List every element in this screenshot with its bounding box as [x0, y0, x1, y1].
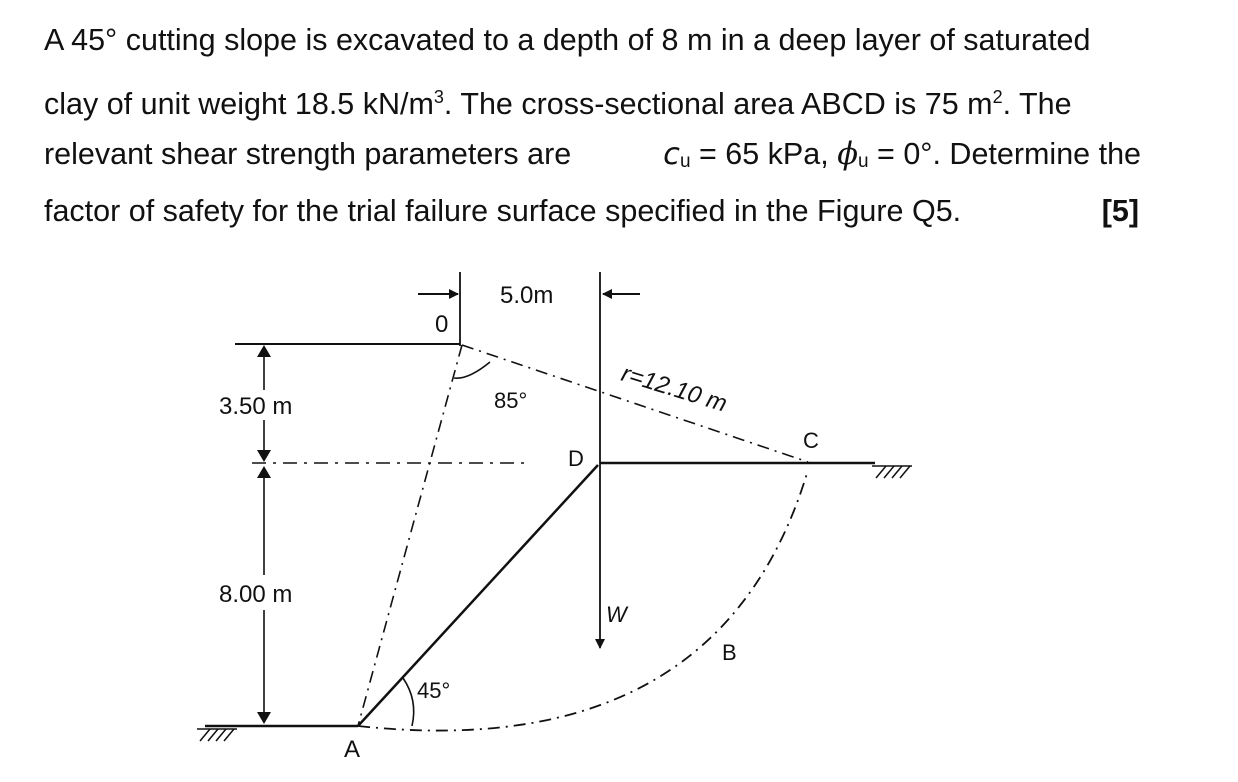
- dim-800-arrow-down: [257, 712, 271, 724]
- label-C: C: [803, 428, 819, 453]
- question-line-3: relevant shear strength parameters are cu = 65 kPa, ϕu = 0°. Determine the: [44, 137, 1141, 172]
- marks-badge: [5]: [1101, 194, 1139, 228]
- label-O: 0: [435, 311, 449, 338]
- label-radius: r=12.10 m: [618, 359, 731, 418]
- slope-face-AD: [358, 465, 598, 726]
- label-angle-85: 85°: [494, 388, 528, 413]
- label-D: D: [568, 446, 584, 471]
- label-angle-45: 45°: [417, 678, 451, 703]
- label-B: B: [722, 640, 737, 665]
- label-dim-800: 8.00 m: [219, 581, 293, 608]
- question-line-4: factor of safety for the trial failure surface specified in the Figure Q5. [5]: [44, 183, 1139, 240]
- label-dim-350: 3.50 m: [219, 393, 293, 420]
- question-line-2: clay of unit weight 18.5 $kN/m^3$. The cross-sectional area ABCD is 75 $m^2$. The: [44, 87, 1072, 122]
- angle-45-arc: [403, 678, 414, 726]
- cu-symbol: c: [663, 137, 680, 172]
- ground-hatch-right: [872, 466, 912, 478]
- phi-symbol: ϕ: [837, 137, 858, 172]
- dim-350-arrow-up: [257, 345, 271, 357]
- dim-800-arrow-up: [257, 466, 271, 478]
- angle-85-arc: [454, 362, 490, 378]
- label-W: W: [606, 602, 627, 627]
- question-line-1: A 45° cutting slope is excavated to a depth of 8 m in a deep layer of saturated: [44, 23, 1091, 57]
- label-dim-5m: 5.0m: [500, 282, 554, 309]
- ground-hatch-left: [197, 729, 237, 741]
- label-A: A: [344, 736, 361, 763]
- dim-350-arrow-down: [257, 450, 271, 462]
